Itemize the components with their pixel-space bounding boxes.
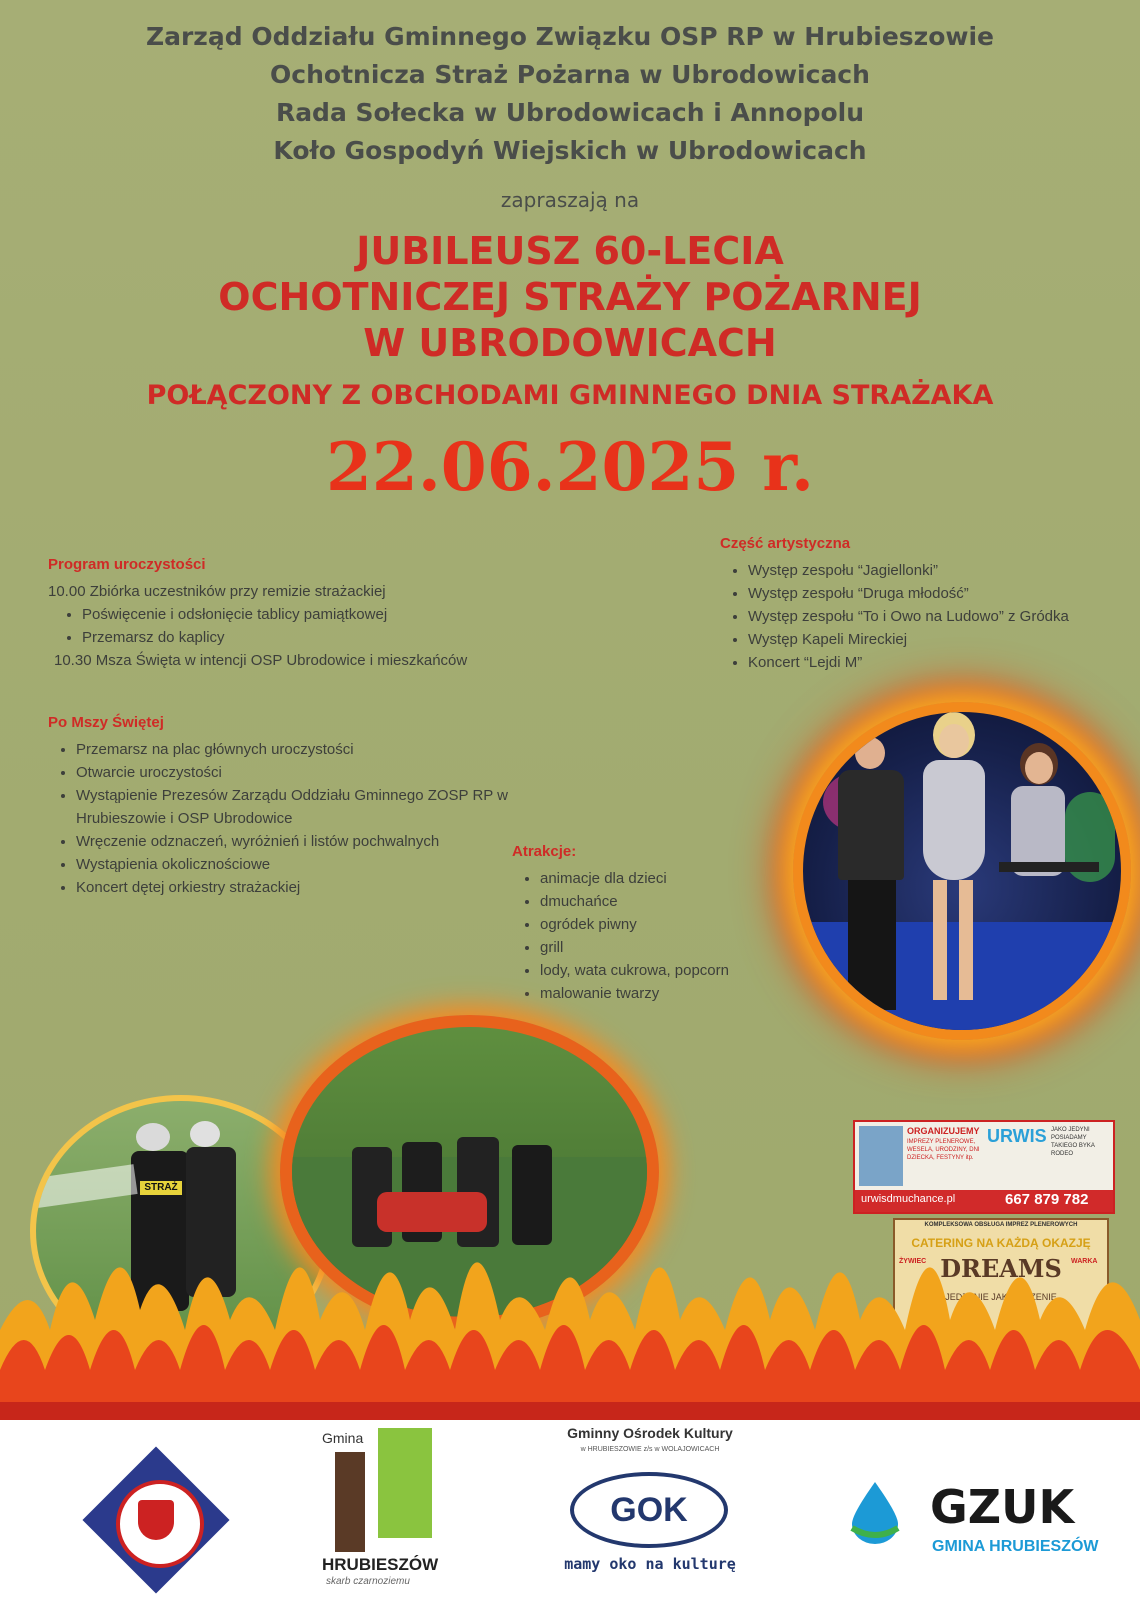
flames-decoration xyxy=(0,1180,1140,1420)
urwis-side: JAKO JEDYNI POSIADAMY TAKIEGO BYKA RODEO xyxy=(1051,1127,1095,1157)
gzuk-sub: GMINA HRUBIESZÓW xyxy=(932,1538,1099,1555)
organizers-list xyxy=(0,18,1140,170)
person-head xyxy=(939,724,969,758)
person-jacket xyxy=(838,770,904,880)
organizer-2: Ochotnicza Straż Pożarna w Ubrodowicach xyxy=(270,60,870,89)
urwis-phone: 667 879 782 xyxy=(1005,1191,1089,1208)
after-mass-item: • Otwarcie uroczystości xyxy=(76,761,558,784)
after-mass-item: • Wręczenie odznaczeń, wyróżnień i listów pochwalnych xyxy=(76,830,558,853)
artistic-item: • Występ Kapeli Mireckiej xyxy=(748,628,1140,651)
dreams-top: KOMPLEKSOWA OBSŁUGA IMPREZ PLENEROWYCH xyxy=(924,1222,1078,1228)
after-mass-item: • Przemarsz na plac głównych uroczystości xyxy=(76,738,558,761)
gzuk-name: GZUK xyxy=(930,1480,1075,1534)
logos-footer xyxy=(0,1420,1140,1613)
eagle-icon xyxy=(138,1500,174,1540)
event-subtitle: POŁĄCZONY Z OBCHODAMI GMINNEGO DNIA STRAŻAKA xyxy=(146,380,994,411)
dreams-catering: CATERING NA KAŻDĄ OKAZJĘ xyxy=(911,1236,1091,1250)
urwis-org: ORGANIZUJEMY xyxy=(907,1126,980,1136)
organizer-4: Koło Gospodyń Wiejskich w Ubrodowicach xyxy=(273,136,867,165)
helmet xyxy=(136,1123,170,1151)
helmet xyxy=(190,1121,220,1147)
attractions-heading: Atrakcje: xyxy=(512,843,577,860)
band-photo xyxy=(793,702,1131,1040)
gmina-sub: skarb czarnoziemu xyxy=(326,1576,410,1587)
artistic-item: • Występ zespołu “Druga młodość” xyxy=(748,582,1140,605)
program-line-1: 10.00 Zbiórka uczestników przy remizie strażackiej xyxy=(48,583,386,600)
ad-photo xyxy=(859,1126,903,1186)
gok-mark: GOK xyxy=(570,1472,728,1548)
gok-slogan: mamy oko na kulturę xyxy=(564,1555,736,1573)
gmina-name: HRUBIESZÓW xyxy=(322,1555,439,1574)
after-mass-item: • Wystąpienia okolicznościowe xyxy=(76,853,558,876)
warka-logo: WARKA xyxy=(1071,1258,1098,1265)
invite-text: zapraszają na xyxy=(500,188,640,212)
osp-emblem xyxy=(86,1450,226,1590)
artistic-section xyxy=(720,532,1140,674)
gmina-mark-right xyxy=(378,1428,432,1538)
person-leg xyxy=(959,880,973,1000)
attraction-item: • dmuchańce xyxy=(540,890,812,913)
program-item: • Przemarsz do kaplicy xyxy=(82,626,608,649)
keyboard xyxy=(999,862,1099,872)
person-dress xyxy=(923,760,985,880)
title-line-2: OCHOTNICZEJ STRAŻY POŻARNEJ xyxy=(218,275,922,319)
gok-sub: w HRUBIESZOWIE z/s w WOLAJOWICACH xyxy=(580,1446,720,1453)
program-line-2: 10.30 Msza Święta w intencji OSP Ubrodowice i mieszkańców xyxy=(54,652,468,669)
program-heading: Program uroczystości xyxy=(48,556,206,573)
gok-title: Gminny Ośrodek Kultury xyxy=(567,1425,733,1441)
artistic-item: • Występ zespołu “To i Owo na Ludowo” z Gródka xyxy=(748,605,1140,628)
artistic-item: • Występ zespołu “Jagiellonki” xyxy=(748,559,1140,582)
attraction-item: • animacje dla dzieci xyxy=(540,867,812,890)
organizer-1: Zarząd Oddziału Gminnego Związku OSP RP w Hrubieszowie xyxy=(145,22,995,51)
person-head xyxy=(1025,752,1053,784)
water-drop-icon xyxy=(848,1480,902,1544)
straz-label: STRAŻ xyxy=(140,1181,182,1195)
attraction-item: • grill xyxy=(540,936,812,959)
program-section xyxy=(48,553,608,672)
gmina-top: Gmina xyxy=(322,1430,364,1446)
dreams-sub: JEDZENIE JAK MARZENIE xyxy=(945,1292,1057,1302)
attraction-item: • ogródek piwny xyxy=(540,913,812,936)
after-mass-item: • Koncert dętej orkiestry strażackiej xyxy=(76,876,558,899)
event-title xyxy=(0,228,1140,366)
artistic-item: • Koncert “Lejdi M” xyxy=(748,651,1140,674)
person-leg xyxy=(933,880,947,1000)
program-item: • Poświęcenie i odsłonięcie tablicy pamiątkowej xyxy=(82,603,608,626)
dreams-name: DREAMS xyxy=(940,1254,1062,1283)
urwis-name: URWIS xyxy=(987,1126,1047,1146)
gmina-mark-left xyxy=(335,1452,365,1552)
person-legs xyxy=(848,880,896,1010)
title-line-3: W UBRODOWICACH xyxy=(363,321,777,365)
organizer-3: Rada Sołecka w Ubrodowicach i Annopolu xyxy=(275,98,865,127)
title-line-1: JUBILEUSZ 60-LECIA xyxy=(356,229,784,273)
person-head xyxy=(855,737,885,769)
after-mass-item: • Wystąpienie Prezesów Zarządu Oddziału Gminnego ZOSP RP w Hrubieszowie i OSP Ubrodowice xyxy=(76,784,536,830)
attraction-item: • malowanie twarzy xyxy=(540,982,812,1005)
after-mass-section xyxy=(48,711,558,899)
event-date: 22.06.2025 r. xyxy=(325,428,814,506)
artistic-heading: Część artystyczna xyxy=(720,535,851,552)
after-mass-heading: Po Mszy Świętej xyxy=(48,714,164,731)
urwis-list: IMPREZY PLENEROWE, WESELA, URODZINY, DNI DZIECKA, FESTYNY itp. xyxy=(907,1139,980,1161)
zywiec-logo: ŻYWIEC xyxy=(899,1258,927,1265)
urwis-site: urwisdmuchance.pl xyxy=(861,1193,956,1205)
attraction-item: • lody, wata cukrowa, popcorn xyxy=(540,959,812,982)
attractions-section xyxy=(512,840,812,1005)
